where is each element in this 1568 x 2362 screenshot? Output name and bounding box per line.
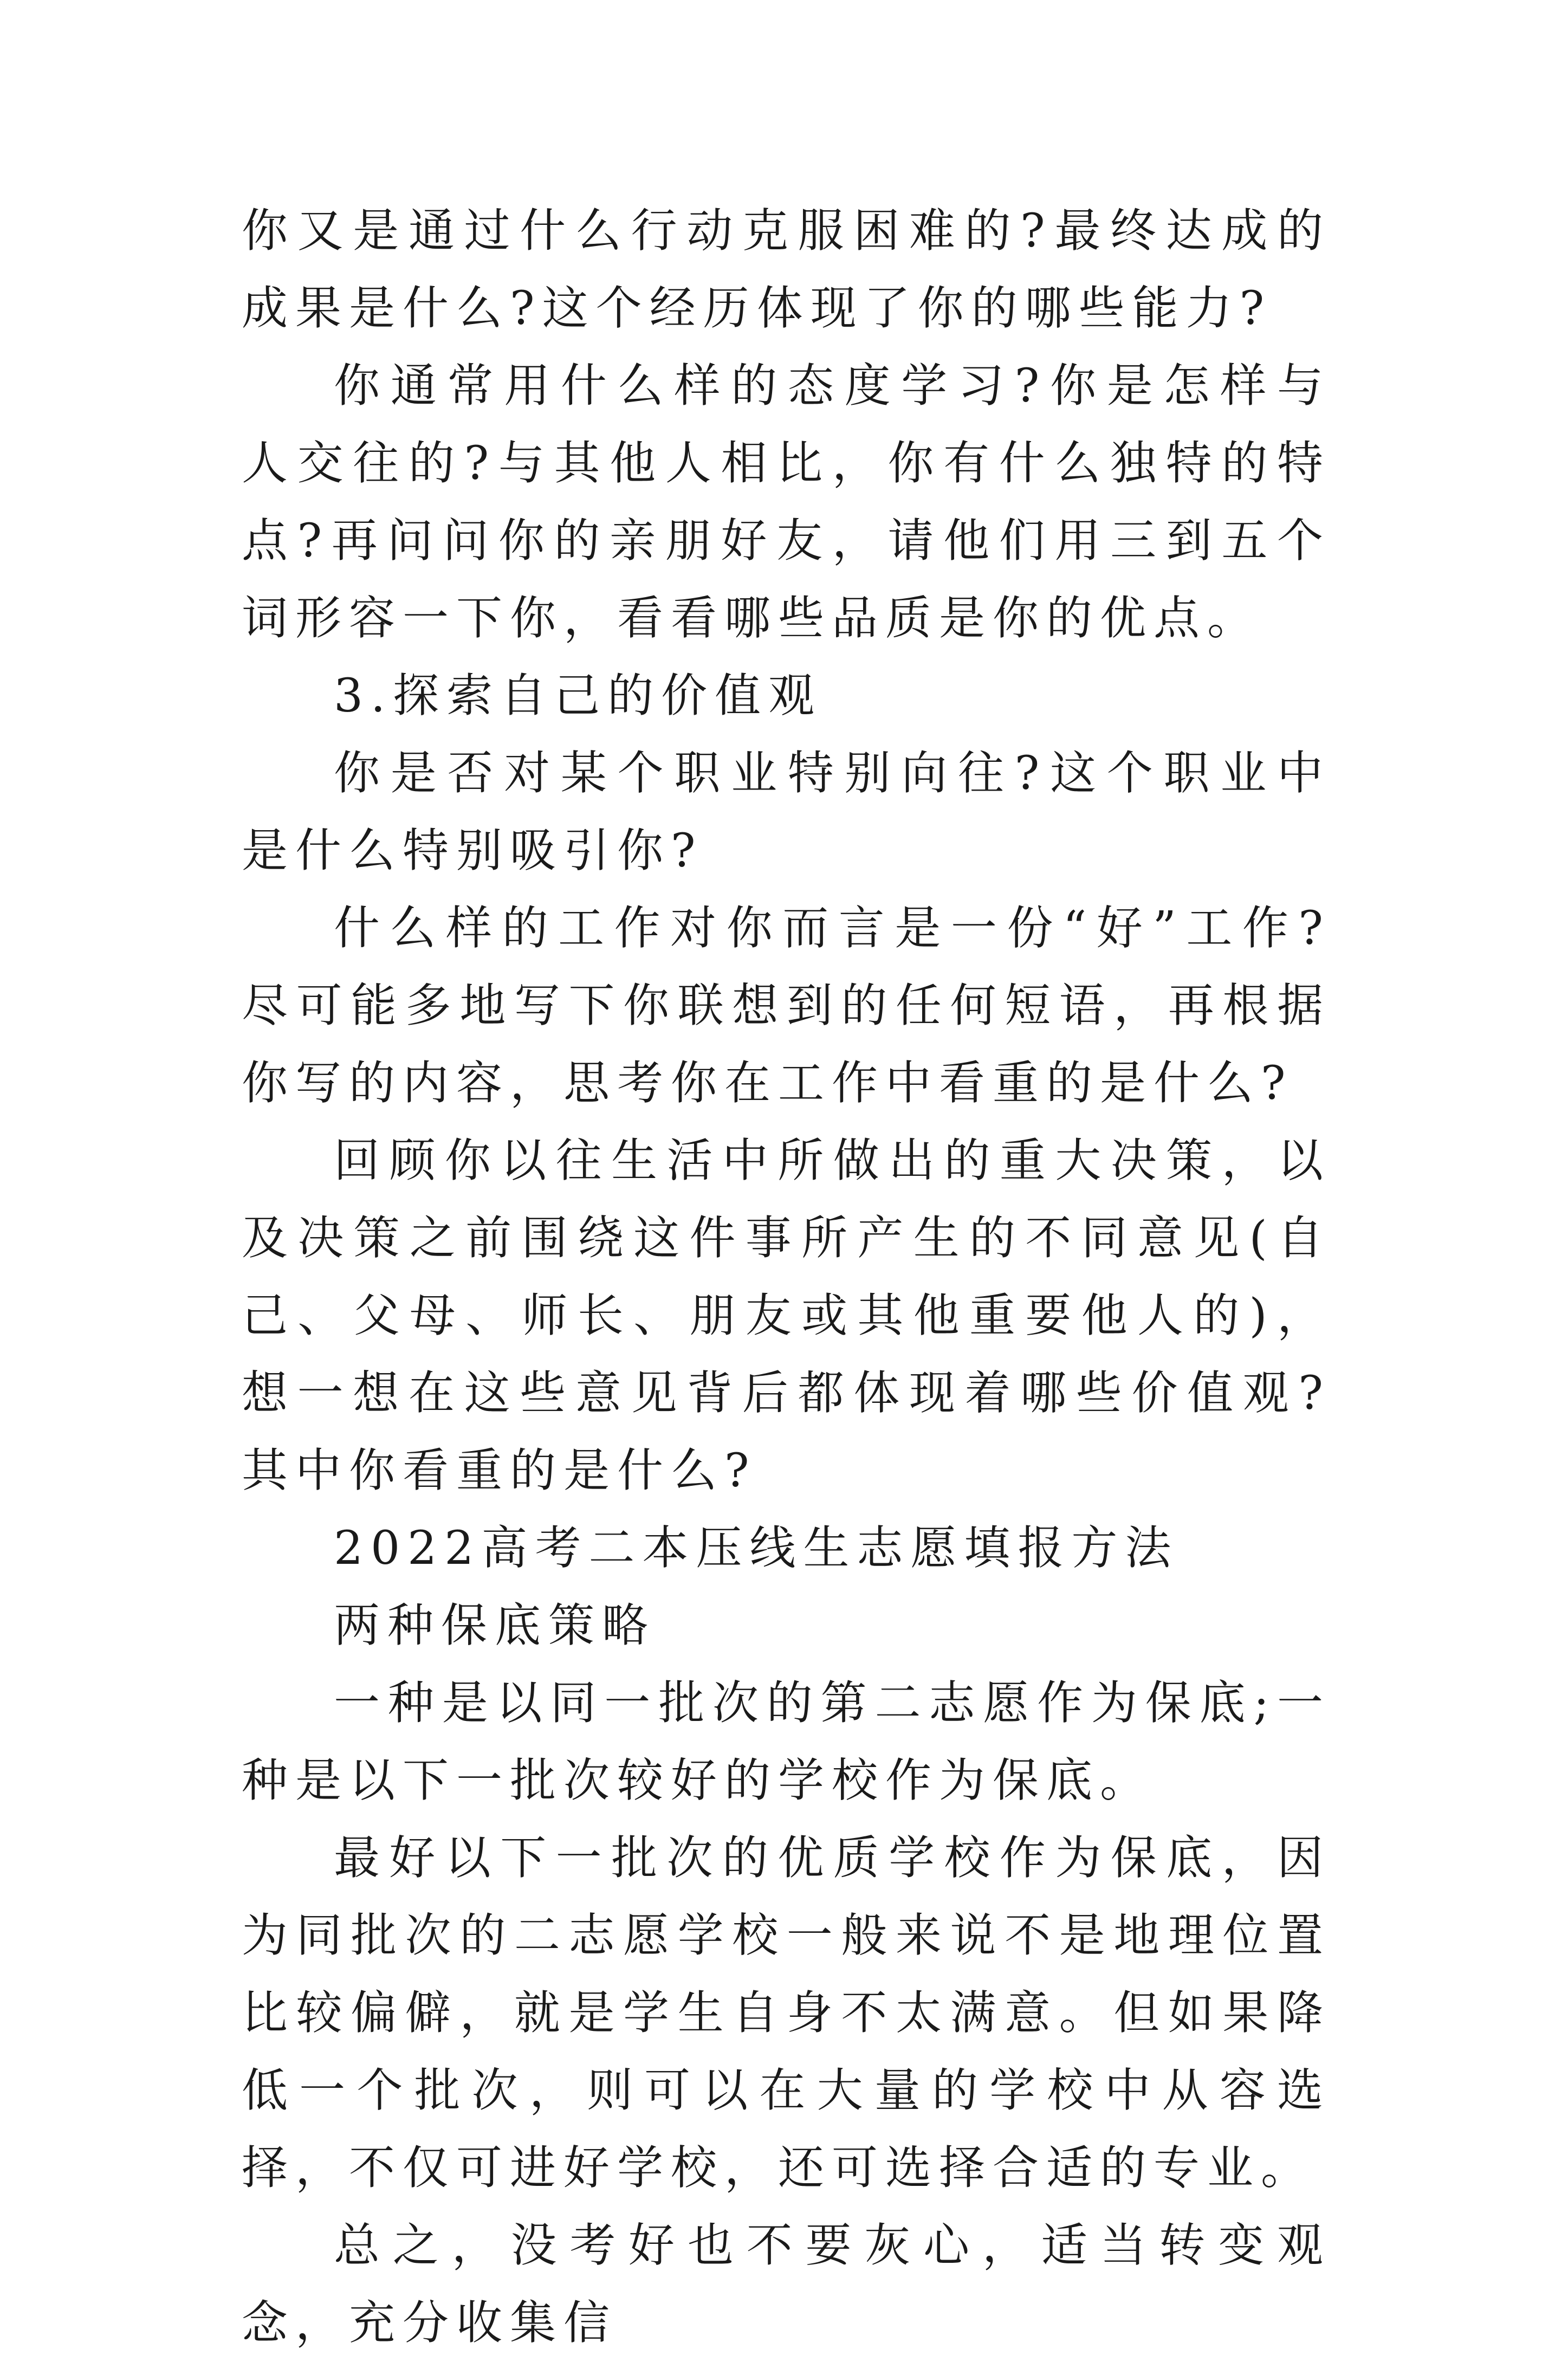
paragraph: 你是否对某个职业特别向往?这个职业中是什么特别吸引你? [242,747,1331,878]
body-text [242,192,1331,2362]
paragraph: 总之，没考好也不要灰心，适当转变观念，充分收集信 [242,2219,1331,2350]
paragraph: 一种是以同一批次的第二志愿作为保底;一种是以下一批次较好的学校作为保底。 [242,1677,1331,1808]
paragraph: 什么样的工作对你而言是一份“好”工作?尽可能多地写下你联想到的任何短语，再根据你写的内容，思考你在工作中看重的是什么? [242,902,1331,1110]
paragraph: 最好以下一批次的优质学校作为保底，因为同批次的二志愿学校一般来说不是地理位置比较偏僻，就是学生自身不太满意。但如果降低一个批次，则可以在大量的学校中从容选择，不仅可进好学校，还可选择合适的专业。 [242,1832,1331,2195]
subsection-heading: 两种保底策略 [334,1599,656,1653]
section-heading: 2022高考二本压线生志愿填报方法 [334,1522,1179,1575]
paragraph: 你通常用什么样的态度学习?你是怎样与人交往的?与其他人相比，你有什么独特的特点?再问问你的亲朋好友，请他们用三到五个词形容一下你，看看哪些品质是你的优点。 [242,359,1331,645]
section-heading: 3.探索自己的价值观 [334,669,822,723]
paragraph-continuation: 你又是通过什么行动克服困难的?最终达成的成果是什么?这个经历体现了你的哪些能力? [242,204,1331,335]
paragraph: 回顾你以往生活中所做出的重大决策，以及决策之前围绕这件事所产生的不同意见(自己、父母、师长、朋友或其他重要他人的)，想一想在这些意见背后都体现着哪些价值观?其中你看重的是什么? [242,1134,1331,1498]
